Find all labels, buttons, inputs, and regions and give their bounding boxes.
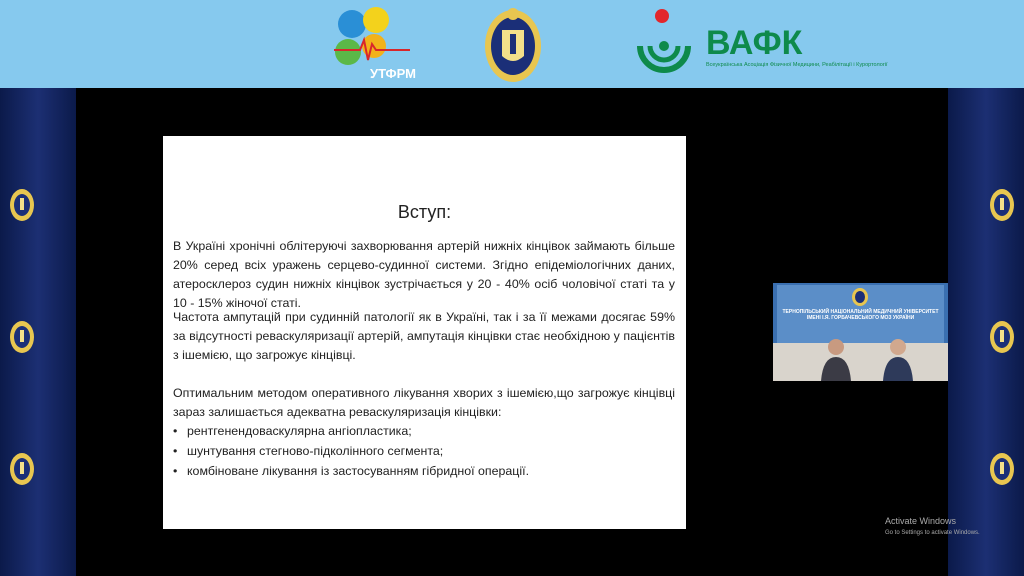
activate-windows-watermark <box>885 515 980 539</box>
speaker-person-icon <box>881 335 915 381</box>
left-side-panel <box>0 88 76 576</box>
slide-bullet: • шунтування стегново-підколінного сегмента; <box>173 444 444 458</box>
crest-icon <box>8 188 36 222</box>
slide-paragraph: В Україні хронічні облітеруючі захворювання артерій нижніх кінцівок займають більше 20% серед всіх уражень серцево-судинної системи. Згідно епідеміологічних даних, атеросклероз судин нижніх кінцівок зустрічається у 20 - 40% осіб чоловічої статі та у 10 - 15% жіночої статі. <box>173 239 675 310</box>
slide-bullet-text: комбіноване лікування із застосуванням гібридної операції. <box>187 464 530 478</box>
slide-bullet: • рентгенендоваскулярна ангіопластика; <box>173 424 412 438</box>
slide-bullet-text: шунтування стегново-підколінного сегмента; <box>187 444 444 458</box>
slide-paragraph: Оптимальним методом оперативного лікування хворих з ішемією,що загрожує кінцівці зараз залишається адекватна реваскуляризація кінцівки: <box>173 386 675 419</box>
university-crest-icon <box>482 4 544 84</box>
utfrm-logo <box>330 4 416 84</box>
slide-paragraph: Частота ампутацій при судинній патології як в Україні, так і за її межами досягає 59% за відсутності реваскуляризації артерій, ампутація кінцівки стає необхідною у пацієнтів з ішемією, що загрожує кінцівці. <box>173 310 675 362</box>
crest-icon <box>8 320 36 354</box>
webcam-video-feed <box>773 283 948 381</box>
video-backdrop-banner <box>777 285 944 343</box>
vafk-logo <box>632 6 888 78</box>
video-background-wall <box>773 343 948 381</box>
vafk-logo-subtitle: Всеукраїнська Асоціація Фізичної Медицини, Реабілітації і Курортології <box>706 62 888 68</box>
slide-bullet: • комбіноване лікування із застосуванням гібридної операції. <box>173 464 530 478</box>
crest-icon <box>988 320 1016 354</box>
video-banner-text: ТЕРНОПІЛЬСЬКИЙ НАЦІОНАЛЬНИЙ МЕДИЧНИЙ УНІВЕРСИТЕТ ІМЕНІ І.Я. ГОРБАЧЕВСЬКОГО МОЗ УКРАЇНИ <box>782 309 939 321</box>
crest-icon <box>8 452 36 486</box>
crest-icon <box>851 287 869 307</box>
right-side-panel <box>948 88 1024 576</box>
presentation-slide <box>163 136 686 529</box>
crest-icon <box>988 188 1016 222</box>
speaker-person-icon <box>819 335 853 381</box>
crest-icon <box>988 452 1016 486</box>
watermark-subtitle: Go to Settings to activate Windows. <box>885 530 980 536</box>
slide-title: Вступ: <box>397 202 452 222</box>
header-banner <box>0 0 1024 88</box>
watermark-title: Activate Windows <box>885 516 957 526</box>
slide-bullet-text: рентгенендоваскулярна ангіопластика; <box>187 424 412 438</box>
utfrm-logo-text: УТФРМ <box>370 66 416 81</box>
vafk-logo-text: ВАФК <box>706 24 803 62</box>
